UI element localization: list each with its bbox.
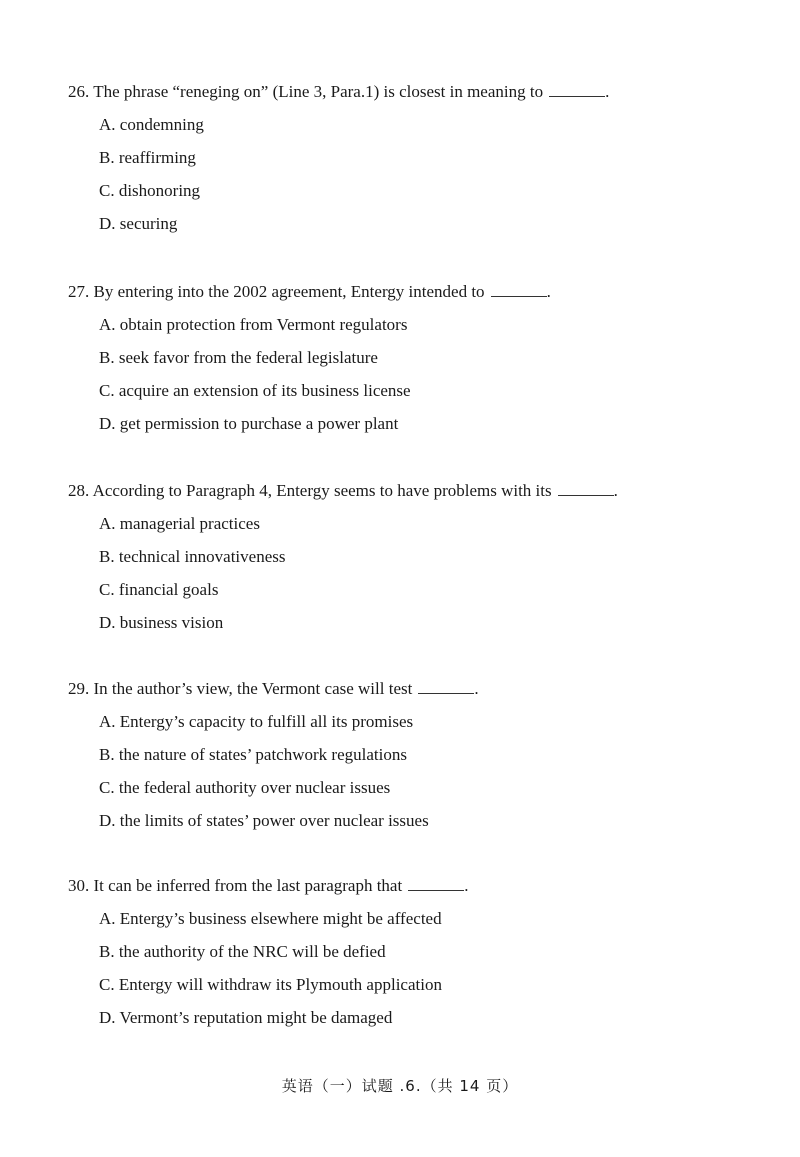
option-b: B. the nature of states’ patchwork regulations <box>99 745 407 764</box>
question-26 <box>68 82 728 247</box>
answer-blank <box>549 82 605 97</box>
question-stem <box>68 679 728 699</box>
question-text: In the author’s view, the Vermont case will test <box>93 679 413 698</box>
option-list <box>68 712 728 844</box>
question-number: 26. <box>68 82 90 101</box>
option-list <box>68 909 728 1041</box>
option-b: B. reaffirming <box>99 148 196 167</box>
stem-end: . <box>474 679 479 698</box>
answer-blank <box>418 679 474 694</box>
option-d: D. securing <box>99 214 178 233</box>
option-a: A. obtain protection from Vermont regulators <box>99 315 408 334</box>
option-b: B. the authority of the NRC will be defied <box>99 942 386 961</box>
answer-blank <box>558 481 614 496</box>
question-stem <box>68 481 728 501</box>
option-list <box>68 514 728 646</box>
answer-blank <box>491 282 547 297</box>
option-list <box>68 115 728 247</box>
option-d: D. Vermont’s reputation might be damaged <box>99 1008 393 1027</box>
question-28 <box>68 481 728 646</box>
question-number: 28. <box>68 481 90 500</box>
option-d: D. the limits of states’ power over nuclear issues <box>99 811 429 830</box>
option-c: C. dishonoring <box>99 181 201 200</box>
answer-blank <box>408 876 464 891</box>
stem-end: . <box>613 481 618 500</box>
page-footer: 英语（一）试题 .6.（共 14 页） <box>281 1077 519 1095</box>
question-number: 29. <box>68 679 90 698</box>
option-b: B. seek favor from the federal legislature <box>99 348 378 367</box>
option-list <box>68 315 728 447</box>
question-text: The phrase “reneging on” (Line 3, Para.1) is closest in meaning to <box>93 82 544 101</box>
question-29 <box>68 679 728 844</box>
option-c: C. Entergy will withdraw its Plymouth application <box>99 975 442 994</box>
question-27 <box>68 282 728 447</box>
option-d: D. get permission to purchase a power plant <box>99 414 399 433</box>
option-a: A. managerial practices <box>99 514 260 533</box>
question-number: 30. <box>68 876 90 895</box>
option-c: C. the federal authority over nuclear issues <box>99 778 391 797</box>
stem-end: . <box>546 282 551 301</box>
stem-end: . <box>605 82 610 101</box>
question-stem <box>68 876 728 896</box>
question-30 <box>68 876 728 1041</box>
option-a: A. condemning <box>99 115 204 134</box>
option-c: C. acquire an extension of its business license <box>99 381 411 400</box>
option-a: A. Entergy’s capacity to fulfill all its promises <box>99 712 414 731</box>
question-text: It can be inferred from the last paragraph that <box>93 876 403 895</box>
question-stem <box>68 82 728 102</box>
option-a: A. Entergy’s business elsewhere might be affected <box>99 909 442 928</box>
question-text: By entering into the 2002 agreement, Entergy intended to <box>93 282 485 301</box>
option-c: C. financial goals <box>99 580 219 599</box>
option-b: B. technical innovativeness <box>99 547 286 566</box>
stem-end: . <box>464 876 469 895</box>
option-d: D. business vision <box>99 613 224 632</box>
question-stem <box>68 282 728 302</box>
question-number: 27. <box>68 282 90 301</box>
question-text: According to Paragraph 4, Entergy seems to have problems with its <box>92 481 552 500</box>
